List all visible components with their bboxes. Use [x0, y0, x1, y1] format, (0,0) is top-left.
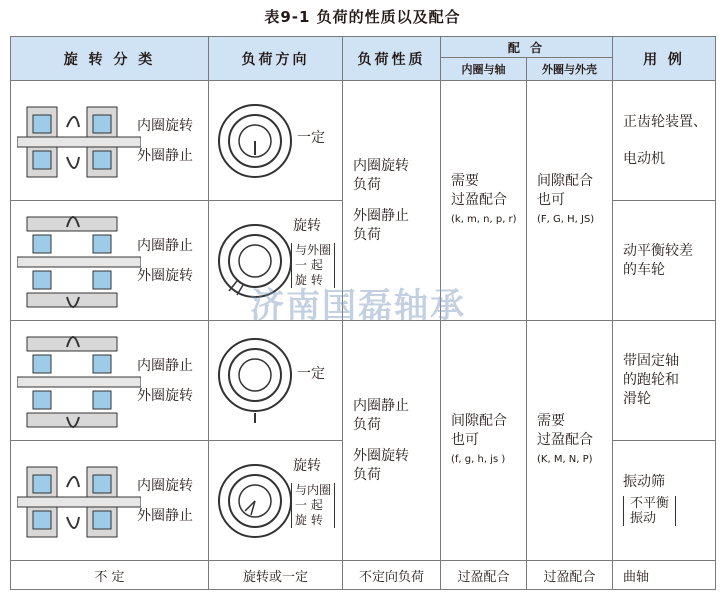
example-line: 电动机	[623, 150, 665, 167]
rotation-inner-label: 内圈旋转	[137, 478, 193, 494]
example-line: 正齿轮装置、	[623, 113, 707, 130]
row2-classification	[11, 201, 209, 321]
example-line: 带固定轴	[623, 353, 679, 369]
rotation-outer-label: 外圈静止	[137, 508, 193, 524]
example-line: 的跑轮和	[623, 372, 679, 388]
row1-direction	[209, 81, 343, 201]
direction-note	[291, 483, 335, 528]
load-circle-diagram-1	[215, 101, 295, 181]
fit-line: 过盈配合	[451, 192, 507, 208]
direction-label: 一定	[297, 130, 325, 146]
example-line: 动平衡较差	[623, 242, 693, 259]
header-fit: 配 合	[441, 37, 613, 58]
note-line: 一 起	[295, 498, 323, 512]
nature-line: 内圈旋转	[353, 157, 409, 174]
note-line: 旋 转	[295, 513, 323, 527]
bearing-diagram-3	[17, 327, 141, 437]
header-fit-inner: 内圈与轴	[441, 58, 527, 81]
header-load-direction: 负荷方向	[209, 37, 343, 81]
fit-line: 间隙配合	[537, 173, 593, 189]
header-classification: 旋 转 分 类	[11, 37, 209, 81]
example-1	[613, 81, 716, 201]
rotation-outer-label: 外圈静止	[137, 148, 193, 164]
direction-label: 一定	[297, 366, 325, 382]
load-circle-diagram-3	[215, 335, 295, 425]
fit-line: 过盈配合	[537, 432, 593, 448]
header-examples: 用 例	[613, 37, 716, 81]
watermark: 济南国磊轴承	[250, 286, 466, 326]
note-line: 振动	[630, 511, 657, 526]
fit-codes: (F, G, H, JS)	[537, 214, 595, 225]
rotation-outer-label: 外圈旋转	[137, 268, 193, 284]
group2-fit-inner	[441, 321, 527, 561]
row1-classification	[11, 81, 209, 201]
example-2	[613, 201, 716, 321]
rotation-inner-label: 内圈静止	[137, 358, 193, 374]
bearing-diagram-4	[17, 447, 141, 557]
fit-line: 需要	[451, 173, 479, 189]
rotation-labels	[137, 111, 193, 171]
footer-nature: 不定向负荷	[343, 561, 441, 590]
group1-fit-outer	[527, 81, 613, 321]
fit-line: 需要	[537, 413, 565, 429]
fit-codes: (f, g, h, js )	[451, 454, 506, 465]
bearing-diagram-1	[17, 87, 141, 197]
load-circle-diagram-4	[215, 461, 295, 541]
example-4	[613, 441, 716, 561]
example-note	[623, 496, 676, 526]
fit-codes: (K, M, N, P)	[537, 454, 593, 465]
footer-fit-inner: 过盈配合	[441, 561, 527, 590]
example-3	[613, 321, 716, 441]
example-line: 振动筛	[623, 474, 665, 490]
direction-label: 旋转	[293, 458, 321, 474]
nature-line: 内圈静止	[353, 397, 409, 414]
rotation-labels	[137, 351, 193, 411]
note-line: 旋 转	[295, 273, 323, 287]
row4-direction	[209, 441, 343, 561]
row3-direction	[209, 321, 343, 441]
example-line: 的车轮	[623, 261, 665, 278]
footer-example: 曲轴	[613, 561, 716, 590]
nature-line: 外圈旋转	[353, 447, 409, 464]
nature-line: 外圈静止	[353, 207, 409, 224]
rotation-labels	[137, 471, 193, 531]
rotation-inner-label: 内圈旋转	[137, 118, 193, 134]
nature-line: 负荷	[353, 226, 381, 243]
fit-line: 间隙配合	[451, 413, 507, 429]
note-line: 与外圈	[295, 243, 332, 257]
row3-classification	[11, 321, 209, 441]
header-load-nature: 负荷性质	[343, 37, 441, 81]
footer-classification: 不 定	[11, 561, 209, 590]
nature-line: 负荷	[353, 176, 381, 193]
footer-fit-outer: 过盈配合	[527, 561, 613, 590]
footer-direction: 旋转或一定	[209, 561, 343, 590]
nature-line: 负荷	[353, 416, 381, 433]
rotation-outer-label: 外圈旋转	[137, 388, 193, 404]
rotation-labels	[137, 231, 193, 291]
bearing-diagram-2	[17, 207, 141, 317]
row4-classification	[11, 441, 209, 561]
nature-line: 负荷	[353, 466, 381, 483]
fit-line: 也可	[537, 192, 565, 208]
note-line: 与内圈	[295, 483, 332, 497]
table-title: 表9-1 负荷的性质以及配合	[264, 8, 461, 26]
group2-fit-outer	[527, 321, 613, 561]
group2-nature	[343, 321, 441, 561]
note-line: 不平衡	[630, 496, 670, 511]
note-line: 一 起	[295, 258, 323, 272]
fit-codes: (k, m, n, p, r)	[451, 214, 517, 225]
direction-label: 旋转	[293, 218, 321, 234]
example-line: 滑轮	[623, 391, 651, 407]
header-fit-outer: 外圈与外壳	[527, 58, 613, 81]
fit-line: 也可	[451, 432, 479, 448]
rotation-inner-label: 内圈静止	[137, 238, 193, 254]
